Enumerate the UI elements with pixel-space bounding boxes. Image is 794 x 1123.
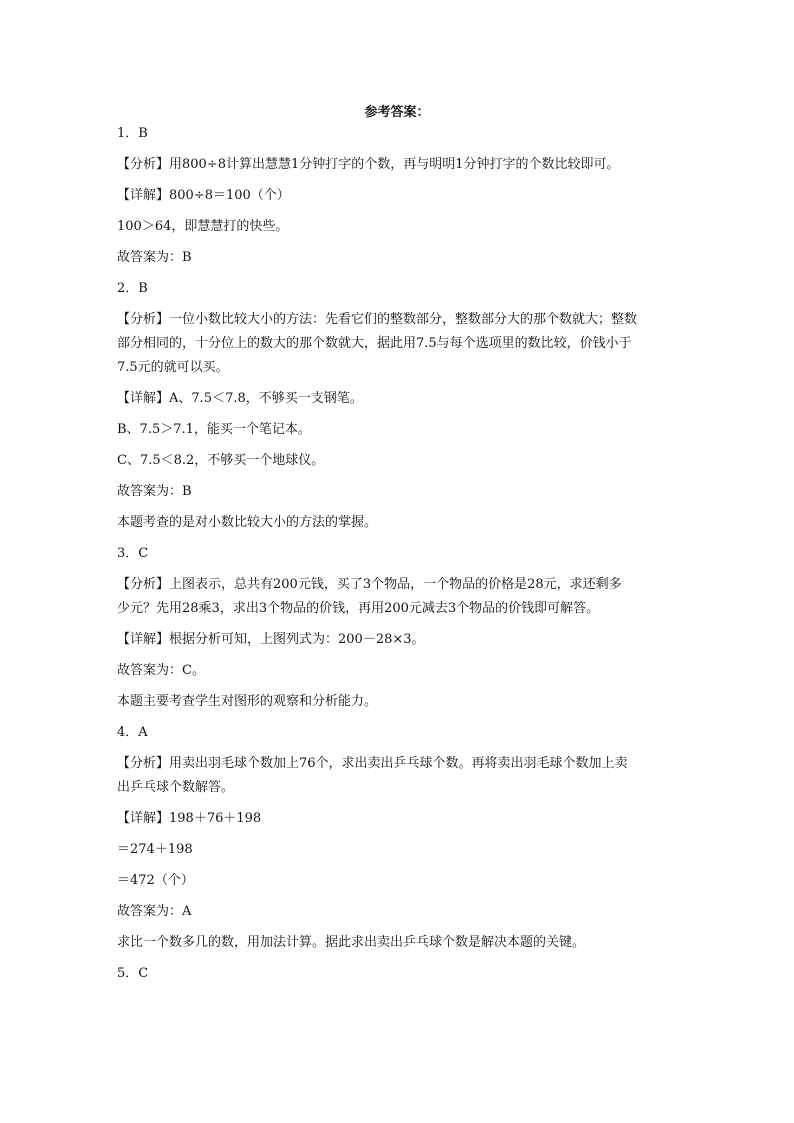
solution-line: 【详解】198＋76＋198 bbox=[117, 811, 262, 826]
answer-number: 5．C bbox=[117, 966, 149, 981]
analysis-line: 出乒乓球个数解答。 bbox=[117, 780, 235, 795]
solution-line: 【详解】800÷8＝100（个） bbox=[117, 188, 290, 203]
answer-line: 故答案为：C。 bbox=[117, 663, 205, 678]
comment-line: 本题主要考查学生对图形的观察和分析能力。 bbox=[117, 694, 378, 709]
solution-line: C、7.5＜8.2，不够买一个地球仪。 bbox=[117, 453, 325, 468]
solution-line: ＝274＋198 bbox=[117, 842, 193, 857]
answer-number: 4．A bbox=[117, 725, 148, 740]
answer-number: 1．B bbox=[117, 126, 148, 141]
analysis-line: 【分析】用800÷8计算出慧慧1分钟打字的个数，再与明明1分钟打字的个数比较即可。 bbox=[117, 157, 620, 172]
answer-body bbox=[117, 124, 687, 984]
solution-line: B、7.5＞7.1，能买一个笔记本。 bbox=[117, 422, 311, 437]
page-title: 参考答案： bbox=[364, 105, 430, 120]
answer-line: 故答案为：A bbox=[117, 904, 192, 919]
analysis-line: 【分析】一位小数比较大小的方法：先看它们的整数部分，整数部分大的那个数就大；整数 bbox=[117, 312, 638, 327]
comment-line: 求比一个数多几的数，用加法计算。据此求出卖出乒乓球个数是解决本题的关键。 bbox=[117, 935, 586, 950]
solution-line: 【详解】根据分析可知，上图列式为：200－28×3。 bbox=[117, 632, 425, 647]
solution-line: ＝472（个） bbox=[117, 873, 194, 888]
analysis-line: 【分析】用卖出羽毛球个数加上76个，求出卖出乒乓球个数。再将卖出羽毛球个数加上卖 bbox=[117, 756, 628, 771]
solution-line: 100＞64，即慧慧打的快些。 bbox=[117, 219, 289, 234]
solution-line: 【详解】A、7.5＜7.8，不够买一支钢笔。 bbox=[117, 391, 363, 406]
answer-number: 2．B bbox=[117, 281, 148, 296]
answer-number: 3．C bbox=[117, 546, 149, 561]
analysis-line: 少元？先用28乘3，求出3个物品的价钱，再用200元减去3个物品的价钱即可解答。 bbox=[117, 601, 600, 616]
comment-line: 本题考查的是对小数比较大小的方法的掌握。 bbox=[117, 515, 378, 530]
answer-line: 故答案为：B bbox=[117, 484, 192, 499]
answer-line: 故答案为：B bbox=[117, 250, 192, 265]
analysis-line: 部分相同的，十分位上的数大的那个数就大，据此用7.5与每个选项里的数比较，价钱小于 bbox=[117, 336, 632, 351]
analysis-line: 7.5元的就可以买。 bbox=[117, 360, 229, 375]
analysis-line: 【分析】上图表示，总共有200元钱，买了3个物品，一个物品的价格是28元，求还剩多 bbox=[117, 577, 622, 592]
